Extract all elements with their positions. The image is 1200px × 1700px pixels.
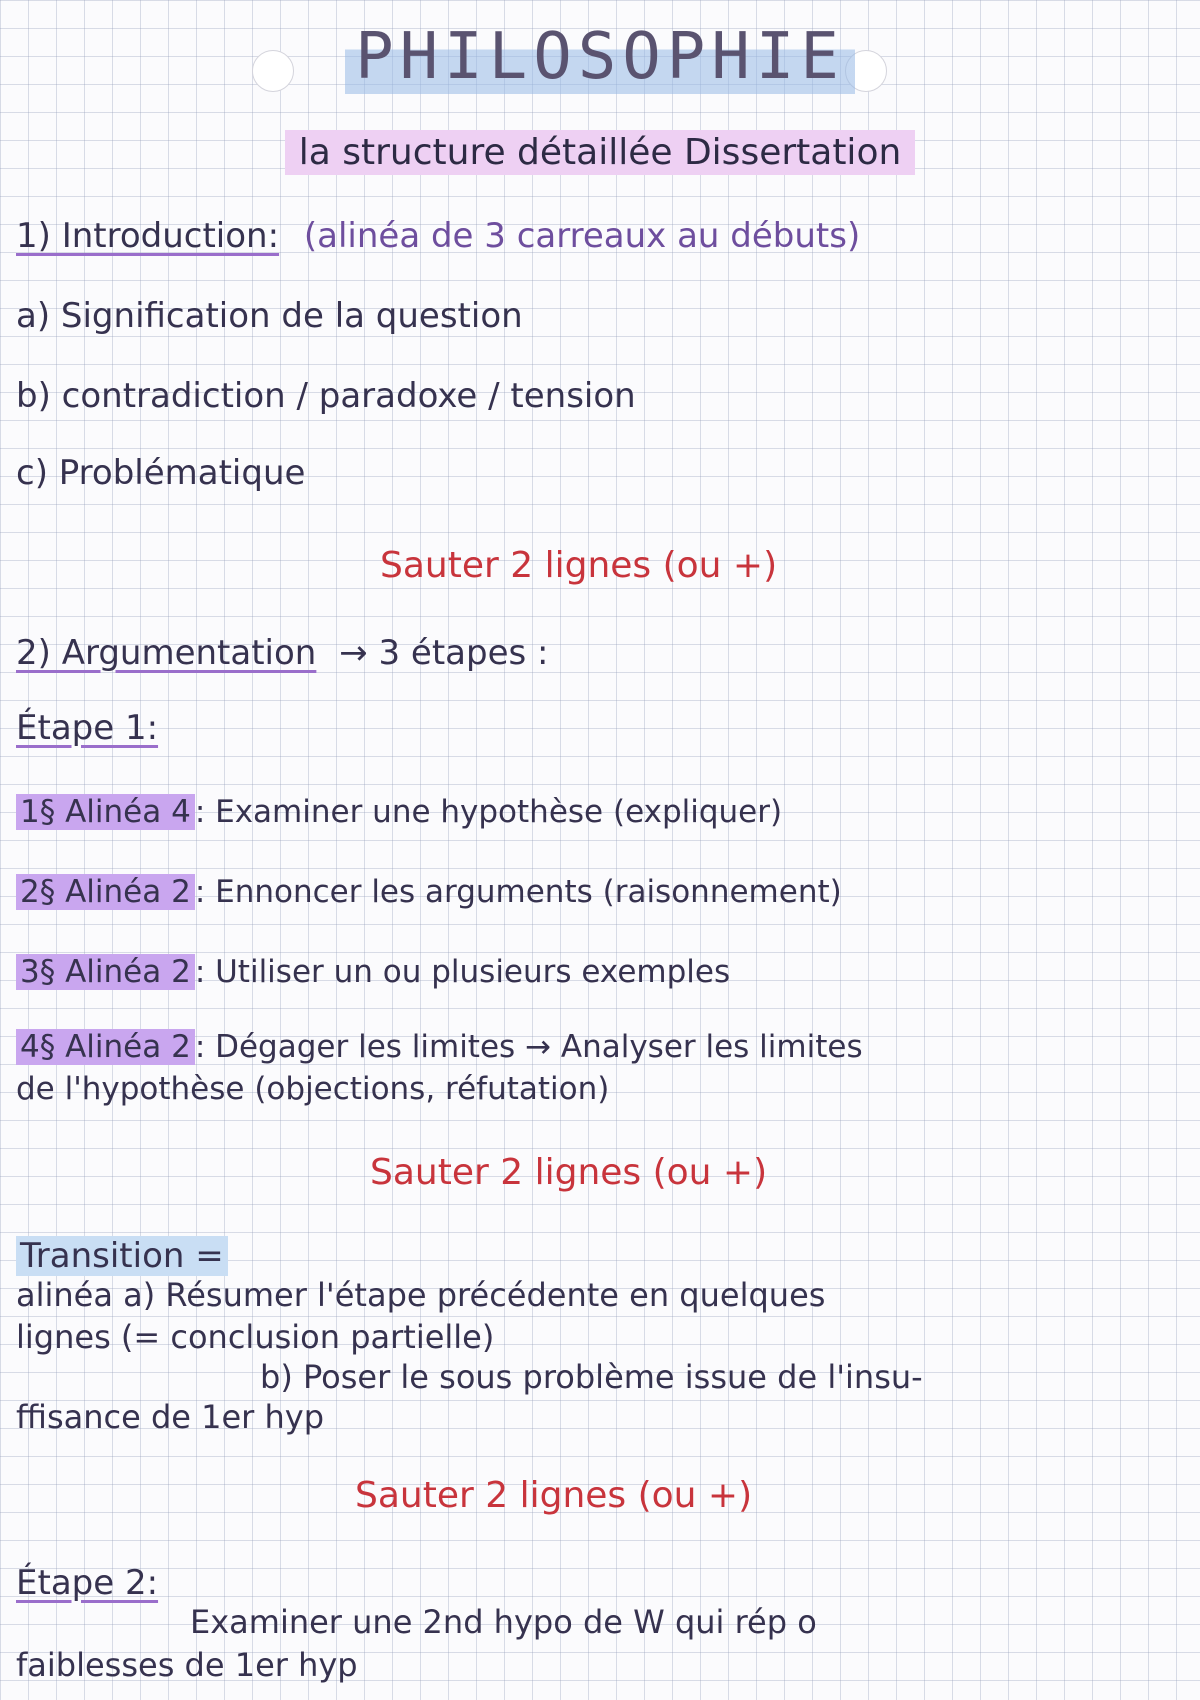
transition-line-2: lignes (= conclusion partielle) — [16, 1318, 495, 1356]
etape1-row-1 — [16, 795, 782, 829]
row-text: : Utiliser un ou plusieurs exemples — [194, 954, 731, 990]
row-text: : Dégager les limites → Analyser les limites — [194, 1029, 863, 1065]
row-text: : Examiner une hypothèse (expliquer) — [194, 794, 783, 830]
page-title: PHILOSOPHIE — [0, 20, 1200, 94]
etape2-heading: Étape 2: — [16, 1563, 159, 1603]
intro-heading: 1) Introduction: — [16, 216, 280, 256]
argumentation-line — [16, 635, 548, 672]
transition-line-4: ffisance de 1er hyp — [16, 1398, 325, 1436]
transition-line-3: b) Poser le sous problème issue de l'insu- — [260, 1358, 923, 1396]
etape1-row-4 — [16, 1030, 863, 1064]
argumentation-heading: 2) Argumentation — [16, 633, 317, 673]
argumentation-arrow-text: → 3 étapes : — [339, 633, 549, 673]
etape1-continuation: de l'hypothèse (objections, réfutation) — [16, 1071, 610, 1107]
paragraph-tag: 4§ Alinéa 2 — [16, 1029, 195, 1065]
skip-lines-note-3: Sauter 2 lignes (ou +) — [355, 1475, 753, 1516]
intro-heading-line — [16, 218, 860, 255]
paragraph-tag: 1§ Alinéa 4 — [16, 794, 195, 830]
etape1-heading: Étape 1: — [16, 708, 159, 748]
skip-lines-note-1: Sauter 2 lignes (ou +) — [380, 545, 778, 586]
intro-item-a: a) Signification de la question — [16, 296, 523, 336]
intro-note: (alinéa de 3 carreaux au débuts) — [303, 216, 861, 256]
intro-item-b: b) contradiction / paradoxe / tension — [16, 376, 636, 416]
etape1-row-2 — [16, 875, 842, 909]
etape2-line-2: faiblesses de 1er hyp — [16, 1646, 358, 1684]
row-text: : Ennoncer les arguments (raisonnement) — [194, 874, 842, 910]
etape2-line-1: Examiner une 2nd hypo de W qui rép o — [190, 1603, 817, 1641]
paragraph-tag: 2§ Alinéa 2 — [16, 874, 195, 910]
intro-item-c: c) Problématique — [16, 453, 306, 493]
transition-heading: Transition = — [16, 1238, 228, 1275]
skip-lines-note-2: Sauter 2 lignes (ou +) — [370, 1152, 768, 1193]
paragraph-tag: 3§ Alinéa 2 — [16, 954, 195, 990]
page-subtitle: la structure détaillée Dissertation — [0, 132, 1200, 173]
transition-line-1: alinéa a) Résumer l'étape précédente en quelques — [16, 1276, 826, 1314]
etape1-row-3 — [16, 955, 730, 989]
